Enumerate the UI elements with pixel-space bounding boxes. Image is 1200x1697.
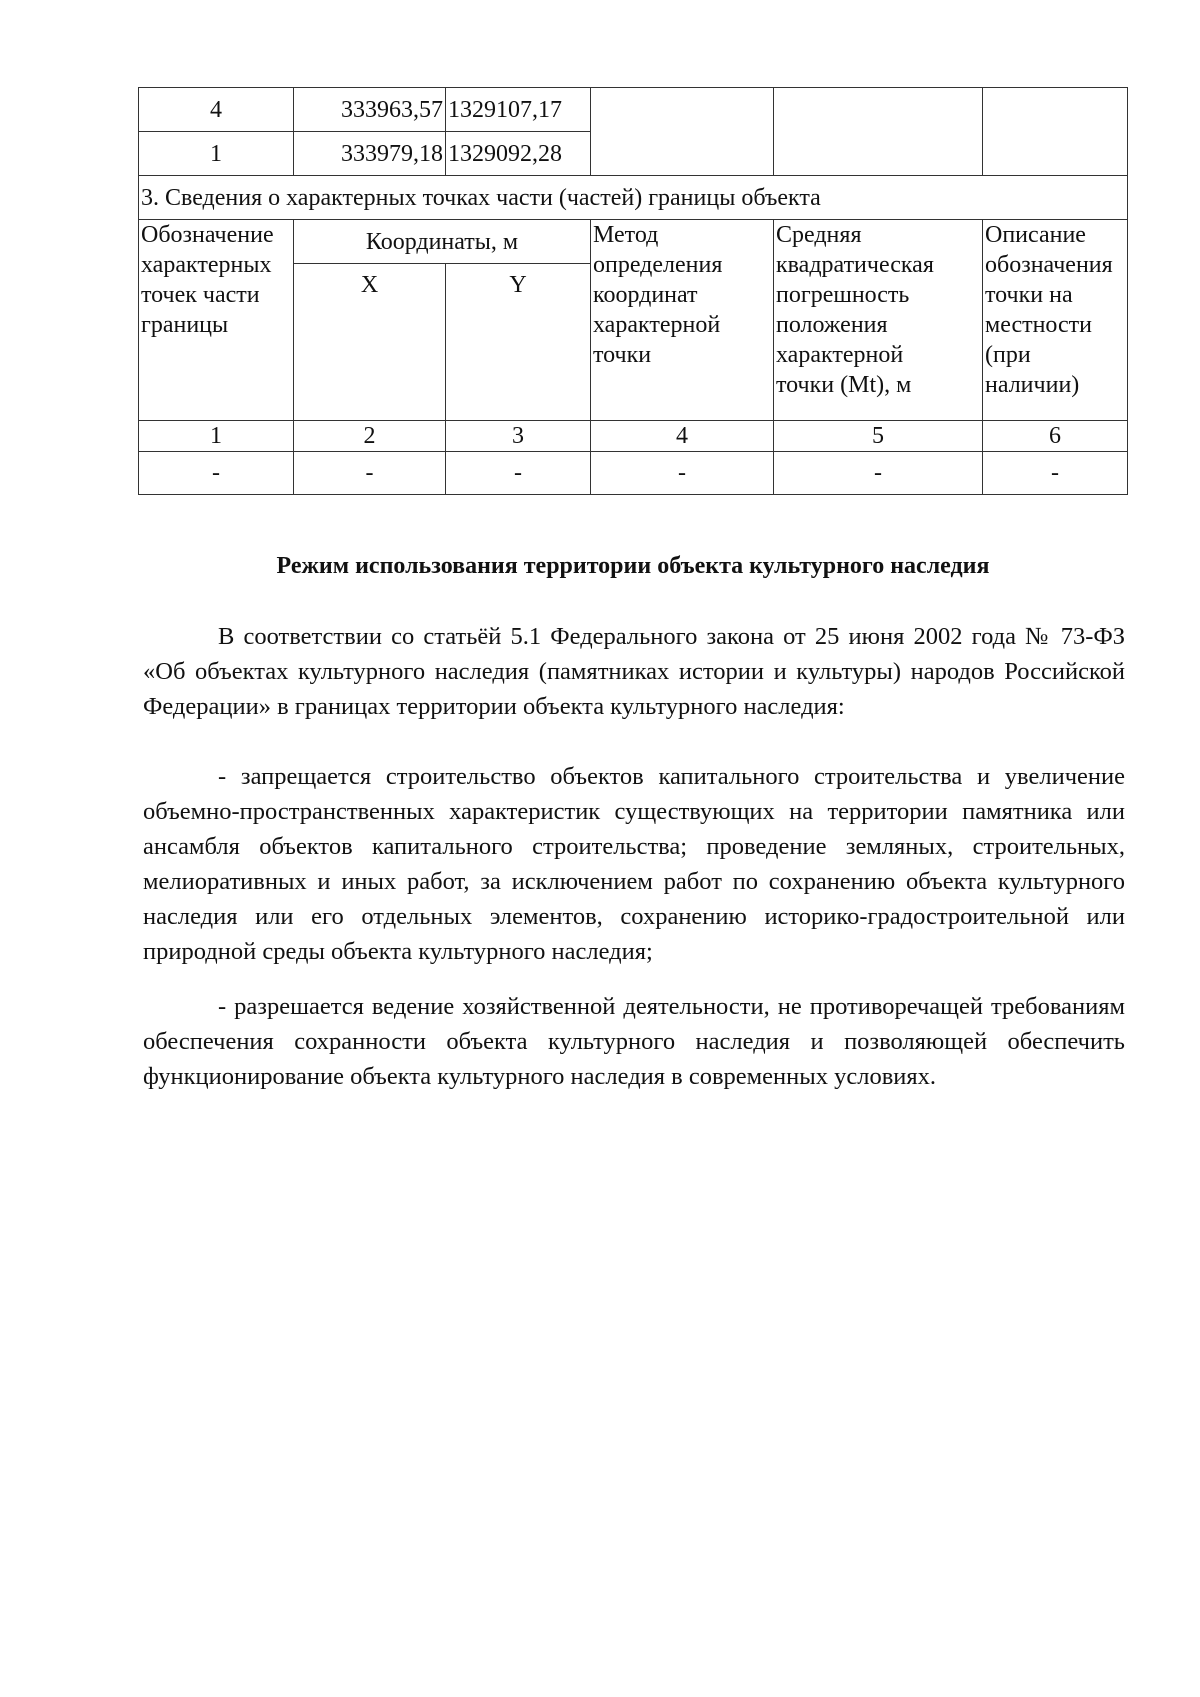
- section-title: 3. Сведения о характерных точках части (частей) границы объекта: [139, 176, 1128, 220]
- table-row: [139, 452, 1128, 495]
- column-number: 2: [294, 421, 446, 452]
- table-row: [139, 88, 1128, 132]
- coords-header: Координаты, м: [294, 220, 591, 264]
- column-number: 6: [983, 421, 1128, 452]
- coordinates-table: [138, 87, 1128, 495]
- point-cell: 4: [139, 88, 294, 132]
- column-number: 3: [446, 421, 591, 452]
- column-number: 1: [139, 421, 294, 452]
- dash-cell: -: [591, 452, 774, 495]
- y-header: Y: [446, 264, 591, 421]
- dash-cell: -: [294, 452, 446, 495]
- paragraph: - разрешается ведение хозяйственной деятельности, не противоречащей требованиям обеспечения сохранности объекта культурного наследия и позволяющей обеспечить функционирование объекта культурного наследия в современных условиях.: [143, 993, 1125, 1090]
- paragraph: - запрещается строительство объектов капитального строительства и увеличение объемно-пространственных характеристик существующих на территории памятника или ансамбля объектов капитального строительства; проведение земляных, строительных, мелиоративных и иных работ, за исключением работ по сохранению объекта культурного наследия или его отдельных элементов, сохранению историко-градостроительной или природной среды объекта культурного наследия;: [143, 763, 1125, 965]
- dash-cell: -: [774, 452, 983, 495]
- point-header: Обозначение характерных точек части границы: [139, 220, 294, 421]
- column-number: 5: [774, 421, 983, 452]
- method-header: Метод определения координат характерной точки: [591, 220, 774, 421]
- dash-cell: -: [139, 452, 294, 495]
- column-number-row: [139, 421, 1128, 452]
- y-cell: 1329107,17: [446, 88, 591, 132]
- column-number: 4: [591, 421, 774, 452]
- empty-cell: [591, 88, 774, 176]
- x-cell: 333963,57: [294, 88, 446, 132]
- dash-cell: -: [983, 452, 1128, 495]
- section-heading: Режим использования территории объекта культурного наследия: [276, 553, 990, 579]
- description-header: Описание обозначения точки на местности (при наличии): [983, 220, 1128, 421]
- section-title-row: [139, 176, 1128, 220]
- x-cell: 333979,18: [294, 132, 446, 176]
- error-header: Средняя квадратическая погрешность положения характерной точки (Mt), м: [774, 220, 983, 421]
- empty-cell: [774, 88, 983, 176]
- y-cell: 1329092,28: [446, 132, 591, 176]
- dash-cell: -: [446, 452, 591, 495]
- x-header: X: [294, 264, 446, 421]
- paragraph: В соответствии со статьёй 5.1 Федерального закона от 25 июня 2002 года № 73-ФЗ «Об объектах культурного наследия (памятниках истории и культуры) народов Российской Федерации» в границах территории объекта культурного наследия:: [143, 623, 1125, 720]
- empty-cell: [983, 88, 1128, 176]
- header-row: [139, 220, 1128, 264]
- point-cell: 1: [139, 132, 294, 176]
